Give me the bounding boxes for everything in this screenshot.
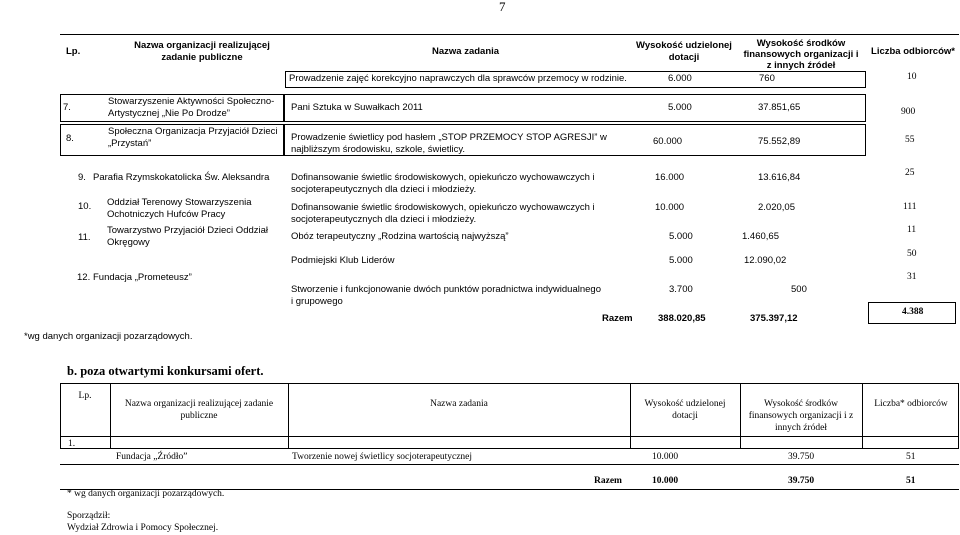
row7-funds: 37.851,65 — [758, 102, 801, 113]
table-b-row1-grant: 10.000 — [652, 452, 679, 462]
row12-grant-b: 3.700 — [669, 284, 693, 295]
row10-count: 111 — [903, 202, 917, 212]
row7-grant: 5.000 — [668, 102, 692, 113]
row9-org: Parafia Rzymskokatolicka Św. Aleksandra — [93, 172, 270, 183]
header-count: Liczba odbiorców* — [871, 46, 955, 57]
row0-task: Prowadzenie zajęć korekcyjno naprawczych dla sprawców przemocy w rodzinie. — [289, 73, 627, 84]
row12-grant-a: 5.000 — [669, 255, 693, 266]
table-b-header-funds: Wysokość środków finansowych organizacji i z innych źródeł — [748, 399, 854, 433]
table-b-header-task: Nazwa zadania — [430, 399, 488, 409]
row8-count: 55 — [905, 135, 915, 145]
row7-task: Pani Sztuka w Suwałkach 2011 — [291, 102, 423, 113]
row10-task: Dofinansowanie świetlic środowiskowych, opiekuńczo wychowawczych i socjoterapeutycznych dla dzieci i młodzieży. — [291, 202, 595, 225]
header-org: Nazwa organizacji realizującej zadanie publiczne — [134, 40, 270, 63]
header-lp: Lp. — [66, 46, 81, 57]
row7-count: 900 — [901, 107, 916, 117]
table-b-row1-org: Fundacja „Źródło” — [116, 452, 188, 462]
row12-task-b: Stworzenie i funkcjonowanie dwóch punktów poradnictwa indywidualnego i grupowego — [291, 284, 601, 307]
prepared-by-label: Sporządził: — [67, 511, 111, 521]
row12-count-a: 50 — [907, 249, 917, 259]
row11-task: Obóz terapeutyczny „Rodzina wartością najwyższą” — [291, 231, 509, 242]
total-a-label: Razem — [602, 313, 633, 324]
table-b-footnote: * wg danych organizacji pozarządowych. — [67, 489, 225, 499]
prepared-by-value: Wydział Zdrowia i Pomocy Społecznej. — [67, 523, 219, 533]
row8-org: Społeczna Organizacja Przyjaciół Dzieci „Przystań” — [108, 126, 278, 149]
row12-funds-a: 12.090,02 — [744, 255, 787, 266]
row0-funds: 760 — [759, 73, 775, 84]
table-b-row1-funds: 39.750 — [788, 452, 815, 462]
row9-count: 25 — [905, 168, 915, 178]
row11-org: Towarzystwo Przyjaciół Dzieci Oddział Okręgowy — [107, 225, 269, 248]
total-b-grant: 10.000 — [652, 476, 679, 486]
row12-funds-b: 500 — [791, 284, 807, 295]
table-b-header-grant: Wysokość udzielonej dotacji — [644, 399, 726, 421]
header-funds: Wysokość środków finansowych organizacji i z innych źródeł — [743, 38, 859, 71]
total-a-grant: 388.020,85 — [658, 313, 706, 324]
row9-funds: 13.616,84 — [758, 172, 801, 183]
total-b-funds: 39.750 — [788, 476, 815, 486]
table-b-header-count: Liczba* odbiorców — [874, 399, 948, 409]
row12-count-b: 31 — [907, 272, 917, 282]
page-number: 7 — [499, 0, 506, 14]
total-b-label: Razem — [594, 476, 622, 486]
row10-lp: 10. — [78, 201, 92, 212]
row7-org: Stowarzyszenie Aktywności Społeczno-Artystycznej „Nie Po Drodze” — [108, 96, 275, 119]
row11-count: 11 — [907, 225, 917, 235]
row0-grant: 6.000 — [668, 73, 692, 84]
row9-task: Dofinansowanie świetlic środowiskowych, opiekuńczo wychowawczych i socjoterapeutycznych dla dzieci i młodzieży. — [291, 172, 595, 195]
table-b-row1-count: 51 — [906, 452, 916, 462]
row12-lp: 12. — [77, 272, 91, 283]
total-b-count: 51 — [906, 476, 916, 486]
row8-grant: 60.000 — [653, 136, 683, 147]
row12-task-a: Podmiejski Klub Liderów — [291, 255, 395, 266]
table-b-row1-task: Tworzenie nowej świetlicy socjoterapeutycznej — [292, 452, 473, 462]
row10-funds: 2.020,05 — [758, 202, 795, 213]
row12-org: Fundacja „Prometeusz” — [93, 272, 192, 283]
total-a-funds: 375.397,12 — [750, 313, 798, 324]
row11-funds: 1.460,65 — [742, 231, 779, 242]
row8-task: Prowadzenie świetlicy pod hasłem „STOP PRZEMOCY STOP AGRESJI” w najbliższym środowisku, szkole, świetlicy. — [291, 132, 607, 155]
header-grant: Wysokość udzielonej dotacji — [636, 40, 732, 63]
header-task: Nazwa zadania — [432, 46, 500, 57]
total-a-count: 4.388 — [902, 307, 924, 317]
row10-grant: 10.000 — [655, 202, 685, 213]
row8-lp: 8. — [66, 133, 74, 144]
row8-funds: 75.552,89 — [758, 136, 801, 147]
row7-lp: 7. — [63, 102, 71, 113]
row9-lp: 9. — [78, 172, 86, 183]
row9-grant: 16.000 — [655, 172, 685, 183]
row11-grant: 5.000 — [669, 231, 693, 242]
table-b-header-org: Nazwa organizacji realizującej zadanie publiczne — [124, 399, 274, 421]
row11-lp: 11. — [78, 232, 91, 243]
row0-count: 10 — [907, 72, 917, 82]
row10-org: Oddział Terenowy Stowarzyszenia Ochotniczych Hufców Pracy — [107, 197, 252, 220]
table-b-header-lp: Lp. — [78, 391, 92, 401]
table-b-row1-lp: 1. — [68, 439, 76, 449]
table-a-footnote: *wg danych organizacji pozarządowych. — [24, 331, 193, 342]
section-b-title: b. poza otwartymi konkursami ofert. — [67, 364, 264, 378]
